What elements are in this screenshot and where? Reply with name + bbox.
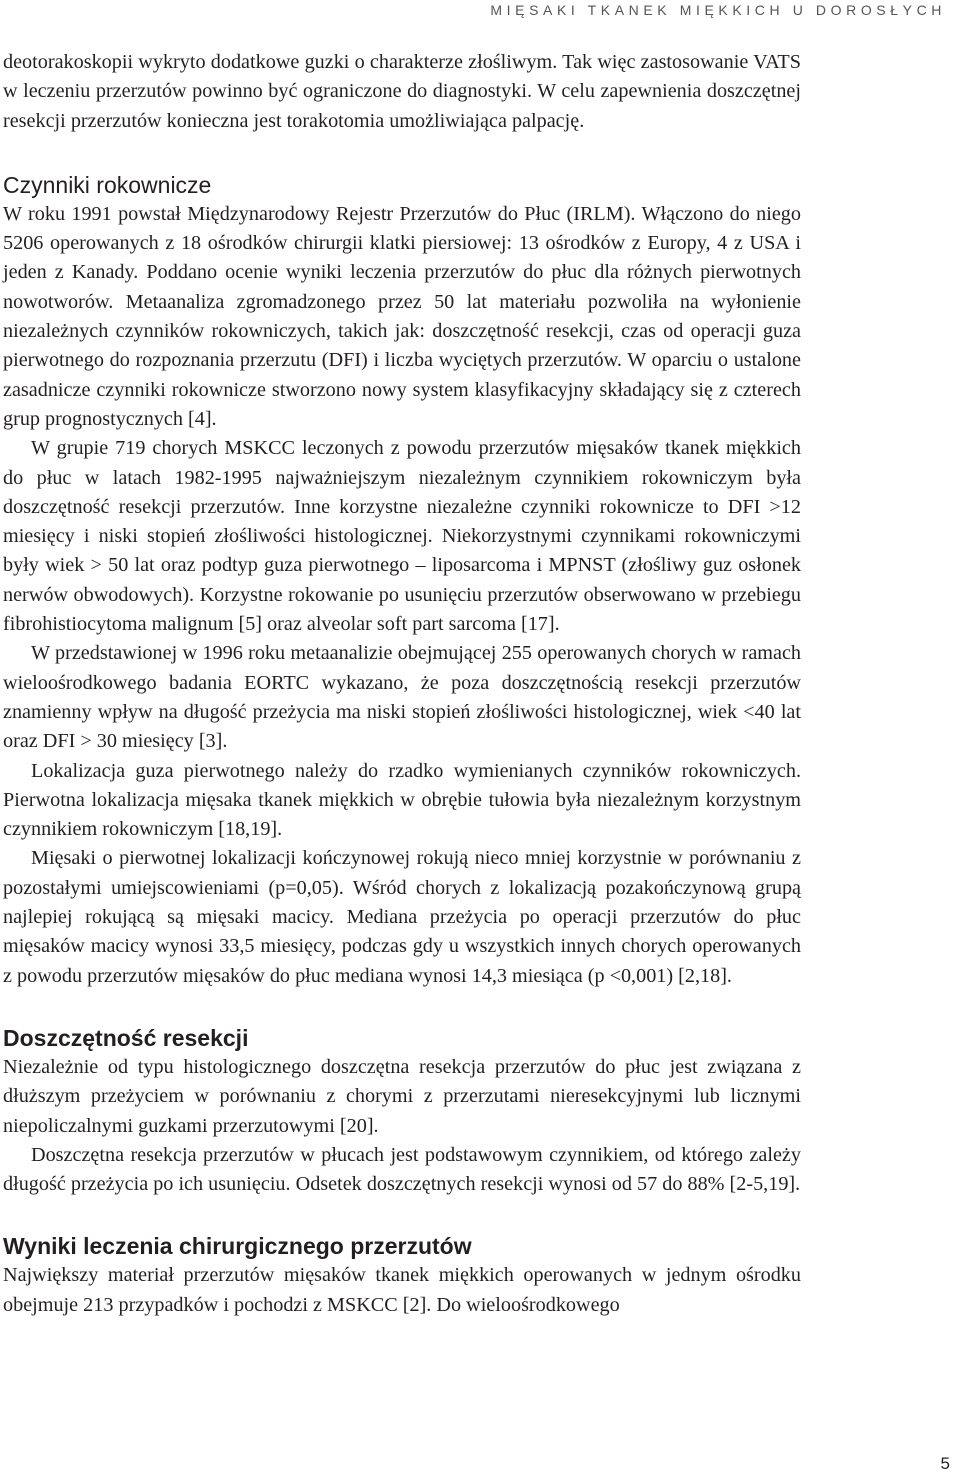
paragraph: W grupie 719 chorych MSKCC leczonych z powodu przerzutów mięsaków tkanek miękkich do płuc w latach 1982-1995 najważniejszym niezależnym czynnikiem rokowniczym była doszczętność resekcji przerzutów. Inne korzystne niezależne czynniki rokownicze to DFI >12 miesięcy i niski stopień złośliwości histologicznej. Niekorzystnymi czynnikami rokowniczymi były wiek > 50 lat oraz podtyp guza pierwotnego – liposarcoma i MPNST (złośliwy guz osłonek nerwów obwodowych). Korzystne rokowanie po usunięciu przerzutów obserwowano w przebiegu fibrohistiocytoma malignum [5] oraz alveolar soft part sarcoma [17]. bbox=[3, 437, 801, 636]
paragraph: Doszczętna resekcja przerzutów w płucach jest podstawowym czynnikiem, od którego zależy długość przeżycia po ich usunięciu. Odsetek doszczętnych resekcji wynosi od 57 do 88% [2-5,19]. bbox=[3, 1143, 801, 1196]
section-heading-prognostic-factors: Czynniki rokownicze bbox=[3, 171, 212, 198]
paragraph: deotorakoskopii wykryto dodatkowe guzki o charakterze złośliwym. Tak więc zastosowanie VATS w leczeniu przerzutów powinno być ograniczone do diagnostyki. W celu zapewnienia doszczętnej resekcji przerzutów konieczna jest torakotomia umożliwiająca palpację. bbox=[3, 51, 801, 132]
page-number: 5 bbox=[940, 1454, 950, 1473]
article-body bbox=[3, 48, 801, 1320]
paragraph: W roku 1991 powstał Międzynarodowy Rejestr Przerzutów do Płuc (IRLM). Włączono do niego 5206 operowanych z 18 ośrodków chirurgii klatki piersiowej: 13 ośrodków z Europy, 4 z USA i jeden z Kanady. Poddano ocenie wyniki leczenia przerzutów do płuc dla różnych pierwotnych nowotworów. Metaanaliza zgromadzonego przez 50 lat materiału pozwoliła na wyłonienie niezależnych czynników rokowniczych, takich jak: doszczętność resekcji, czas od operacji guza pierwotnego do rozpoznania przerzutu (DFI) i liczba wyciętych przerzutów. W oparciu o ustalone zasadnicze czynniki rokownicze stworzono nowy system klasyfikacyjny składający się z czterech grup prognostycznych [4]. bbox=[3, 202, 801, 430]
paragraph: Największy materiał przerzutów mięsaków tkanek miękkich operowanych w jednym ośrodku obejmuje 213 przypadków i pochodzi z MSKCC [2]. Do wieloośrodkowego bbox=[3, 1264, 801, 1316]
paragraph: W przedstawionej w 1996 roku metaanalizie obejmującej 255 operowanych chorych w ramach wieloośrodkowego badania EORTC wykazano, że poza doszczętnością resekcji przerzutów znamienny wpływ na długość przeżycia ma niski stopień złośliwości histologicznej, wiek <40 lat oraz DFI > 30 miesięcy [3]. bbox=[3, 642, 801, 753]
paragraph: Lokalizacja guza pierwotnego należy do rzadko wymienianych czynników rokowniczych. Pierwotna lokalizacja mięsaka tkanek miękkich w obrębie tułowia była niezależnym korzystnym czynnikiem rokowniczym [18,19]. bbox=[3, 759, 801, 841]
paragraph: Mięsaki o pierwotnej lokalizacji kończynowej rokują nieco mniej korzystnie w porównaniu z pozostałymi umiejscowieniami (p=0,05). Wśród chorych z lokalizacją pozakończynową grupą najlepiej rokującą są mięsaki macicy. Mediana przeżycia po operacji przerzutów do płuc mięsaków macicy wynosi 33,5 miesięcy, podczas gdy u wszystkich innych chorych operowanych z powodu przerzutów mięsaków do płuc mediana wynosi 14,3 miesiąca (p <0,001) [2,18]. bbox=[3, 847, 801, 987]
running-head: MIĘSAKI TKANEK MIĘKKICH U DOROSŁYCH bbox=[490, 2, 946, 18]
paragraph: Niezależnie od typu histologicznego doszczętna resekcja przerzutów do płuc jest związana z dłuższym przeżyciem w porównaniu z chorymi z przerzutami nieresekcyjnymi lub licznymi niepoliczalnymi guzkami przerzutowymi [20]. bbox=[3, 1055, 801, 1137]
section-heading-resection-completeness: Doszczętność resekcji bbox=[3, 1024, 249, 1051]
section-heading-surgical-results: Wyniki leczenia chirurgicznego przerzutów bbox=[3, 1233, 472, 1260]
